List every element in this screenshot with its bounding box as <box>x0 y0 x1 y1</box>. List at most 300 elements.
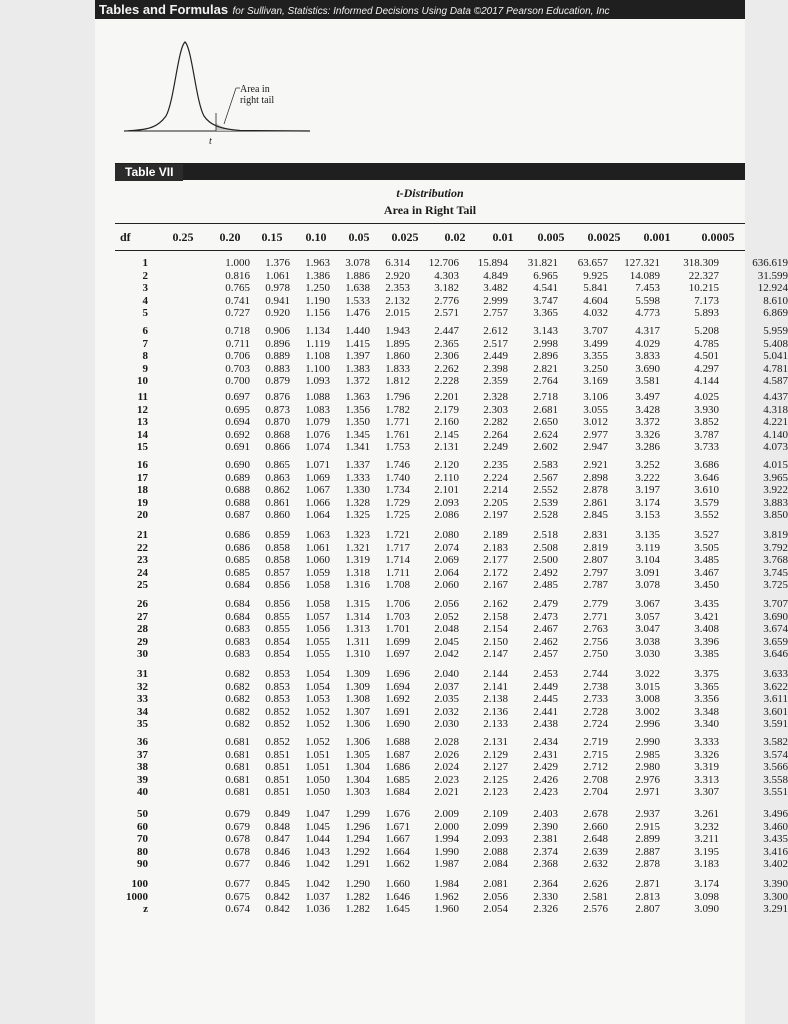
critical-value-cell: 2.861 <box>583 496 608 509</box>
table-row <box>118 718 788 731</box>
critical-value-cell: 1.044 <box>305 833 330 846</box>
critical-value-cell: 3.030 <box>635 648 660 661</box>
df-cell: 31 <box>137 668 148 680</box>
critical-value-cell: 3.326 <box>635 428 660 441</box>
header-title: Tables and Formulas <box>99 2 229 17</box>
critical-value-cell: 3.047 <box>635 623 660 636</box>
df-cell: 1 <box>142 257 148 269</box>
critical-value-cell: 2.985 <box>635 748 660 761</box>
critical-value-cell: 1.052 <box>305 736 330 748</box>
critical-value-cell: 0.861 <box>265 496 290 509</box>
critical-value-cell: 5.598 <box>635 294 660 307</box>
critical-value-cell: 1.684 <box>385 786 410 799</box>
critical-value-cell: 1.313 <box>345 623 370 636</box>
critical-value-cell: 1.963 <box>305 257 330 269</box>
critical-value-cell: 2.132 <box>385 294 410 307</box>
critical-value-cell: 3.922 <box>763 484 788 497</box>
critical-value-cell: 318.309 <box>683 257 719 269</box>
critical-value-cell: 1.350 <box>345 416 370 429</box>
critical-value-cell: 2.878 <box>635 858 660 871</box>
critical-value-cell: 1.708 <box>385 579 410 592</box>
df-cell: 21 <box>137 529 148 541</box>
critical-value-cell: 0.847 <box>265 833 290 846</box>
critical-value-cell: 0.684 <box>225 598 250 610</box>
critical-value-cell: 0.682 <box>225 718 250 731</box>
critical-value-cell: 0.856 <box>265 579 290 592</box>
critical-value-cell: 0.842 <box>265 903 290 916</box>
critical-value-cell: 1.671 <box>385 820 410 833</box>
critical-value-cell: 2.081 <box>483 878 508 890</box>
critical-value-cell: 2.398 <box>483 362 508 375</box>
critical-value-cell: 1.688 <box>385 736 410 748</box>
critical-value-cell: 0.689 <box>225 471 250 484</box>
critical-value-cell: 3.566 <box>763 761 788 774</box>
table-row <box>118 705 788 719</box>
critical-value-cell: 4.029 <box>635 337 660 350</box>
critical-value-cell: 0.679 <box>225 808 250 820</box>
critical-value-cell: 8.610 <box>763 294 788 307</box>
df-cell: 16 <box>137 459 148 471</box>
critical-value-cell: 3.552 <box>694 509 719 522</box>
critical-value-cell: 0.889 <box>265 350 290 363</box>
critical-value-cell: 3.435 <box>694 598 719 610</box>
critical-value-cell: 1.662 <box>385 858 410 871</box>
header-subtitle: for Sullivan, Statistics: Informed Decisions Using Data ©2017 Pearson Education, Inc <box>232 6 610 17</box>
critical-value-cell: 2.896 <box>533 350 558 363</box>
critical-value-cell: 1.771 <box>385 416 410 429</box>
critical-value-cell: 3.091 <box>635 566 660 579</box>
critical-value-cell: 2.492 <box>533 566 558 579</box>
critical-value-cell: 3.499 <box>583 337 608 350</box>
critical-value-cell: 3.340 <box>694 718 719 731</box>
df-cell: z <box>143 903 148 916</box>
critical-value-cell: 2.086 <box>434 509 459 522</box>
critical-value-cell: 0.868 <box>265 428 290 441</box>
critical-value-cell: 1.740 <box>385 471 410 484</box>
critical-value-cell: 3.768 <box>763 554 788 567</box>
df-cell: 60 <box>137 820 148 833</box>
critical-value-cell: 2.040 <box>434 668 459 680</box>
critical-value-cell: 2.821 <box>533 362 558 375</box>
critical-value-cell: 2.024 <box>434 761 459 774</box>
critical-value-cell: 0.695 <box>225 403 250 416</box>
critical-value-cell: 6.869 <box>763 307 788 320</box>
critical-value-cell: 2.819 <box>583 541 608 554</box>
critical-value-cell: 0.706 <box>225 350 250 363</box>
critical-value-cell: 2.756 <box>583 635 608 648</box>
critical-value-cell: 1.645 <box>385 903 410 916</box>
df-cell: 28 <box>137 623 148 636</box>
critical-value-cell: 2.306 <box>434 350 459 363</box>
critical-value-cell: 2.845 <box>583 509 608 522</box>
critical-value-cell: 3.119 <box>635 541 660 554</box>
df-cell: 25 <box>137 579 148 592</box>
critical-value-cell: 4.073 <box>763 441 788 454</box>
df-cell: 11 <box>137 391 148 403</box>
critical-value-cell: 0.688 <box>225 496 250 509</box>
critical-value-cell: 1.397 <box>345 350 370 363</box>
critical-value-cell: 636.619 <box>752 257 788 269</box>
critical-value-cell: 0.855 <box>265 610 290 623</box>
table-row <box>118 610 788 624</box>
critical-value-cell: 3.286 <box>635 441 660 454</box>
critical-value-cell: 1.093 <box>305 375 330 388</box>
critical-value-cell: 3.390 <box>763 878 788 890</box>
critical-value-cell: 1.714 <box>385 554 410 567</box>
critical-value-cell: 0.853 <box>265 668 290 680</box>
critical-value-cell: 0.683 <box>225 648 250 661</box>
critical-value-cell: 0.978 <box>265 282 290 295</box>
critical-value-cell: 3.460 <box>763 820 788 833</box>
critical-value-cell: 2.887 <box>635 845 660 858</box>
critical-value-cell: 0.883 <box>265 362 290 375</box>
critical-value-cell: 1.306 <box>345 736 370 748</box>
critical-value-cell: 3.591 <box>763 718 788 731</box>
df-cell: 5 <box>142 307 148 320</box>
critical-value-cell: 1.036 <box>305 903 330 916</box>
page-header-bar <box>95 0 745 19</box>
critical-value-cell: 2.249 <box>483 441 508 454</box>
critical-value-cell: 2.898 <box>583 471 608 484</box>
df-cell: 29 <box>137 635 148 648</box>
critical-value-cell: 5.959 <box>763 325 788 337</box>
critical-value-cell: 3.372 <box>635 416 660 429</box>
critical-value-cell: 4.587 <box>763 375 788 388</box>
critical-value-cell: 3.098 <box>694 890 719 903</box>
critical-value-cell: 3.307 <box>694 786 719 799</box>
critical-value-cell: 0.684 <box>225 579 250 592</box>
critical-value-cell: 5.208 <box>694 325 719 337</box>
header-bottom-rule <box>115 250 745 251</box>
column-header: 0.001 <box>643 230 671 244</box>
critical-value-cell: 0.741 <box>225 294 250 307</box>
critical-value-cell: 0.691 <box>225 441 250 454</box>
table-tab-label: Table VII <box>115 164 183 181</box>
critical-value-cell: 1.664 <box>385 845 410 858</box>
critical-value-cell: 0.854 <box>265 635 290 648</box>
critical-value-cell: 2.733 <box>583 693 608 706</box>
critical-value-cell: 2.624 <box>533 428 558 441</box>
critical-value-cell: 1.250 <box>305 282 330 295</box>
critical-value-cell: 31.821 <box>527 257 558 269</box>
critical-value-cell: 2.539 <box>533 496 558 509</box>
table-row <box>118 579 788 592</box>
area-in-right-tail-label: Area in right tail <box>240 84 275 106</box>
critical-value-cell: 2.056 <box>483 890 508 903</box>
critical-value-cell: 2.084 <box>483 858 508 871</box>
critical-value-cell: 2.639 <box>583 845 608 858</box>
critical-value-cell: 4.032 <box>583 307 608 320</box>
critical-value-cell: 2.056 <box>434 598 459 610</box>
critical-value-cell: 2.110 <box>434 471 459 484</box>
critical-value-cell: 0.866 <box>265 441 290 454</box>
critical-value-cell: 0.863 <box>265 471 290 484</box>
critical-value-cell: 2.971 <box>635 786 660 799</box>
df-cell: 24 <box>137 566 148 579</box>
critical-value-cell: 1.315 <box>345 598 370 610</box>
critical-value-cell: 3.396 <box>694 635 719 648</box>
critical-value-cell: 3.300 <box>763 890 788 903</box>
critical-value-cell: 0.682 <box>225 680 250 693</box>
table-row <box>118 858 788 871</box>
critical-value-cell: 1.052 <box>305 705 330 718</box>
critical-value-cell: 1.376 <box>265 257 290 269</box>
column-header: 0.10 <box>305 230 327 244</box>
table-row <box>118 736 788 749</box>
critical-value-cell: 1.069 <box>305 471 330 484</box>
critical-value-cell: 2.708 <box>583 773 608 786</box>
critical-value-cell: 3.012 <box>583 416 608 429</box>
critical-value-cell: 0.862 <box>265 484 290 497</box>
critical-value-cell: 2.779 <box>583 598 608 610</box>
critical-value-cell: 0.846 <box>265 858 290 871</box>
critical-value-cell: 3.090 <box>694 903 719 916</box>
critical-value-cell: 2.612 <box>483 325 508 337</box>
critical-value-cell: 2.088 <box>483 845 508 858</box>
table-row <box>118 471 788 485</box>
critical-value-cell: 3.182 <box>434 282 459 295</box>
critical-value-cell: 1.071 <box>305 459 330 471</box>
critical-value-cell: 0.678 <box>225 845 250 858</box>
critical-value-cell: 0.677 <box>225 858 250 871</box>
column-header: 0.025 <box>391 230 419 244</box>
critical-value-cell: 1.685 <box>385 773 410 786</box>
critical-value-cell: 0.692 <box>225 428 250 441</box>
critical-value-cell: 2.771 <box>583 610 608 623</box>
critical-value-cell: 3.055 <box>583 403 608 416</box>
critical-value-cell: 2.724 <box>583 718 608 731</box>
header-top-rule <box>115 223 745 224</box>
critical-value-cell: 1.296 <box>345 820 370 833</box>
critical-value-cell: 4.297 <box>694 362 719 375</box>
column-header: 0.02 <box>444 230 466 244</box>
critical-value-cell: 1.059 <box>305 566 330 579</box>
critical-value-cell: 6.314 <box>385 257 410 269</box>
critical-value-cell: 0.858 <box>265 541 290 554</box>
critical-value-cell: 0.681 <box>225 773 250 786</box>
critical-value-cell: 3.008 <box>635 693 660 706</box>
critical-value-cell: 1.533 <box>345 294 370 307</box>
critical-value-cell: 4.781 <box>763 362 788 375</box>
critical-value-cell: 3.078 <box>345 257 370 269</box>
critical-value-cell: 3.686 <box>694 459 719 471</box>
critical-value-cell: 2.980 <box>635 761 660 774</box>
critical-value-cell: 0.860 <box>265 509 290 522</box>
critical-value-cell: 1.325 <box>345 509 370 522</box>
critical-value-cell: 3.622 <box>763 680 788 693</box>
critical-value-cell: 1.067 <box>305 484 330 497</box>
critical-value-cell: 1.386 <box>305 269 330 282</box>
critical-value-cell: 2.000 <box>434 820 459 833</box>
critical-value-cell: 0.718 <box>225 325 250 337</box>
critical-value-cell: 3.579 <box>694 496 719 509</box>
critical-value-cell: 3.057 <box>635 610 660 623</box>
table-row <box>118 623 788 636</box>
critical-value-cell: 3.707 <box>763 598 788 610</box>
critical-value-cell: 2.453 <box>533 668 558 680</box>
critical-value-cell: 2.054 <box>483 903 508 916</box>
critical-value-cell: 2.228 <box>434 375 459 388</box>
table-row <box>118 845 788 859</box>
critical-value-cell: 127.321 <box>624 257 660 269</box>
table-tab-bar <box>115 163 745 180</box>
critical-value-cell: 1.687 <box>385 748 410 761</box>
df-cell: 10 <box>137 375 148 388</box>
critical-value-cell: 3.659 <box>763 635 788 648</box>
df-cell: 3 <box>142 282 148 295</box>
critical-value-cell: 0.679 <box>225 820 250 833</box>
critical-value-cell: 3.174 <box>635 496 660 509</box>
table-row <box>118 554 788 567</box>
critical-value-cell: 1.676 <box>385 808 410 820</box>
critical-value-cell: 1.746 <box>385 459 410 471</box>
critical-value-cell: 0.852 <box>265 718 290 731</box>
critical-value-cell: 2.328 <box>483 391 508 403</box>
table-row <box>118 509 788 522</box>
critical-value-cell: 2.179 <box>434 403 459 416</box>
critical-value-cell: 0.703 <box>225 362 250 375</box>
df-cell: 37 <box>137 748 148 761</box>
critical-value-cell: 1.990 <box>434 845 459 858</box>
critical-value-cell: 1.812 <box>385 375 410 388</box>
critical-value-cell: 3.402 <box>763 858 788 871</box>
critical-value-cell: 3.610 <box>694 484 719 497</box>
critical-value-cell: 2.138 <box>483 693 508 706</box>
critical-value-cell: 0.711 <box>225 337 250 350</box>
critical-value-cell: 1.962 <box>434 890 459 903</box>
critical-value-cell: 0.858 <box>265 554 290 567</box>
critical-value-cell: 3.551 <box>763 786 788 799</box>
critical-value-cell: 2.201 <box>434 391 459 403</box>
critical-value-cell: 0.681 <box>225 748 250 761</box>
critical-value-cell: 2.032 <box>434 705 459 718</box>
table-row <box>118 878 788 891</box>
critical-value-cell: 4.317 <box>635 325 660 337</box>
critical-value-cell: 1.314 <box>345 610 370 623</box>
critical-value-cell: 2.150 <box>483 635 508 648</box>
bell-curve <box>124 42 310 131</box>
critical-value-cell: 1.692 <box>385 693 410 706</box>
critical-value-cell: 2.015 <box>385 307 410 320</box>
critical-value-cell: 0.694 <box>225 416 250 429</box>
critical-value-cell: 1.042 <box>305 878 330 890</box>
critical-value-cell: 1.083 <box>305 403 330 416</box>
critical-value-cell: 0.846 <box>265 845 290 858</box>
table-row <box>118 484 788 497</box>
critical-value-cell: 3.169 <box>583 375 608 388</box>
critical-value-cell: 2.632 <box>583 858 608 871</box>
critical-value-cell: 1.319 <box>345 554 370 567</box>
critical-value-cell: 1.050 <box>305 786 330 799</box>
df-cell: 9 <box>142 362 148 375</box>
critical-value-cell: 4.501 <box>694 350 719 363</box>
critical-value-cell: 2.158 <box>483 610 508 623</box>
critical-value-cell: 1.100 <box>305 362 330 375</box>
critical-value-cell: 3.416 <box>763 845 788 858</box>
critical-value-cell: 1.886 <box>345 269 370 282</box>
critical-value-cell: 0.685 <box>225 554 250 567</box>
critical-value-cell: 2.648 <box>583 833 608 846</box>
df-cell: 100 <box>131 878 148 890</box>
critical-value-cell: 0.687 <box>225 509 250 522</box>
critical-value-cell: 4.604 <box>583 294 608 307</box>
critical-value-cell: 3.646 <box>763 648 788 661</box>
critical-value-cell: 0.849 <box>265 808 290 820</box>
critical-value-cell: 3.725 <box>763 579 788 592</box>
critical-value-cell: 2.434 <box>533 736 558 748</box>
critical-value-cell: 2.060 <box>434 579 459 592</box>
critical-value-cell: 0.697 <box>225 391 250 403</box>
critical-value-cell: 1.860 <box>385 350 410 363</box>
critical-value-cell: 2.374 <box>533 845 558 858</box>
critical-value-cell: 2.977 <box>583 428 608 441</box>
table-row <box>118 391 788 404</box>
critical-value-cell: 3.819 <box>763 529 788 541</box>
critical-value-cell: 2.028 <box>434 736 459 748</box>
critical-value-cell: 1.055 <box>305 648 330 661</box>
critical-value-cell: 1.064 <box>305 509 330 522</box>
critical-value-cell: 0.674 <box>225 903 250 916</box>
critical-value-cell: 1.440 <box>345 325 370 337</box>
critical-value-cell: 0.688 <box>225 484 250 497</box>
critical-value-cell: 2.264 <box>483 428 508 441</box>
critical-value-cell: 3.067 <box>635 598 660 610</box>
critical-value-cell: 2.052 <box>434 610 459 623</box>
table-row <box>118 773 788 787</box>
critical-value-cell: 0.675 <box>225 890 250 903</box>
critical-value-cell: 2.660 <box>583 820 608 833</box>
critical-value-cell: 1.701 <box>385 623 410 636</box>
critical-value-cell: 3.408 <box>694 623 719 636</box>
critical-value-cell: 5.408 <box>763 337 788 350</box>
critical-value-cell: 2.262 <box>434 362 459 375</box>
df-cell: 15 <box>137 441 148 454</box>
critical-value-cell: 2.093 <box>434 496 459 509</box>
critical-value-cell: 1.134 <box>305 325 330 337</box>
critical-value-cell: 1.356 <box>345 403 370 416</box>
critical-value-cell: 3.252 <box>635 459 660 471</box>
table-row <box>118 808 788 821</box>
critical-value-cell: 3.261 <box>694 808 719 820</box>
critical-value-cell: 2.429 <box>533 761 558 774</box>
critical-value-cell: 7.173 <box>694 294 719 307</box>
critical-value-cell: 2.915 <box>635 820 660 833</box>
critical-value-cell: 0.683 <box>225 623 250 636</box>
critical-value-cell: 2.776 <box>434 294 459 307</box>
critical-value-cell: 3.505 <box>694 541 719 554</box>
critical-value-cell: 1.796 <box>385 391 410 403</box>
critical-value-cell: 2.189 <box>483 529 508 541</box>
critical-value-cell: 0.854 <box>265 648 290 661</box>
critical-value-cell: 2.990 <box>635 736 660 748</box>
critical-value-cell: 3.582 <box>763 736 788 748</box>
label-pointer <box>224 88 236 124</box>
critical-value-cell: 1.282 <box>345 903 370 916</box>
critical-value-cell: 1.318 <box>345 566 370 579</box>
critical-value-cell: 3.497 <box>635 391 660 403</box>
critical-value-cell: 2.021 <box>434 786 459 799</box>
critical-value-cell: 1.694 <box>385 680 410 693</box>
df-cell: 6 <box>142 325 148 337</box>
critical-value-cell: 2.147 <box>483 648 508 661</box>
column-header: 0.005 <box>537 230 565 244</box>
df-cell: 33 <box>137 693 148 706</box>
critical-value-cell: 3.015 <box>635 680 660 693</box>
critical-value-cell: 3.421 <box>694 610 719 623</box>
critical-value-cell: 2.282 <box>483 416 508 429</box>
critical-value-cell: 2.197 <box>483 509 508 522</box>
critical-value-cell: 2.449 <box>483 350 508 363</box>
